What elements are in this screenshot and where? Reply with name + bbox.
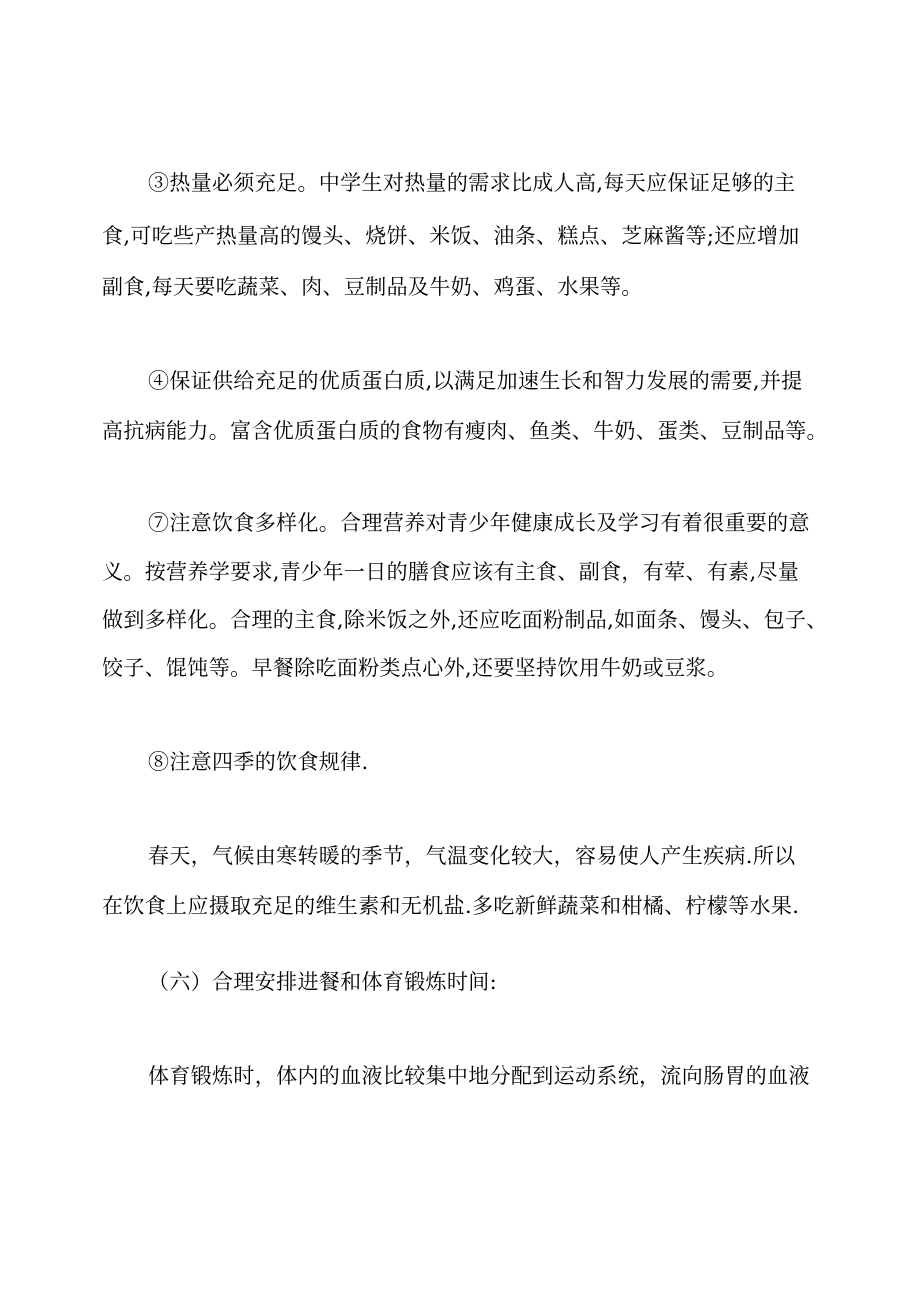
paragraph-4-line-2: 高抗病能力。富含优质蛋白质的食物有瘦肉、鱼类、牛奶、蛋类、豆制品等。 [102,419,828,443]
paragraph-3-line-3: 副食,每天要吃蔬菜、肉、豆制品及牛奶、鸡蛋、水果等。 [102,275,643,299]
paragraph-3-line-1: ③热量必须充足。中学生对热量的需求比成人高,每天应保证足够的主 [148,171,796,195]
paragraph-7-line-2: 义。按营养学要求,青少年一日的膳食应该有主食、副食，有荤、有素,尽量 [102,560,800,584]
paragraph-8-line-1: ⑧注意四季的饮食规律. [148,750,369,774]
paragraph-3-line-2: 食,可吃些产热量高的馒头、烧饼、米饭、油条、糕点、芝麻酱等;还应增加 [102,224,800,248]
paragraph-7-line-3: 做到多样化。合理的主食,除米饭之外,还应吃面粉制品,如面条、馒头、包子、 [102,608,828,632]
section-6-heading: （六）合理安排进餐和体育锻炼时间: [148,970,498,994]
spring-paragraph-line-2: 在饮食上应摄取充足的维生素和无机盐.多吃新鲜蔬菜和柑橘、柠檬等水果. [102,894,800,918]
exercise-paragraph-line-1: 体育锻炼时，体内的血液比较集中地分配到运动系统，流向肠胃的血液 [148,1064,810,1088]
paragraph-7-line-1: ⑦注意饮食多样化。合理营养对青少年健康成长及学习有着很重要的意 [148,511,810,535]
paragraph-7-line-4: 饺子、馄饨等。早餐除吃面粉类点心外,还要坚持饮用牛奶或豆浆。 [102,656,729,680]
paragraph-4-line-1: ④保证供给充足的优质蛋白质,以满足加速生长和智力发展的需要,并提 [148,369,803,393]
spring-paragraph-line-1: 春天，气候由寒转暖的季节，气温变化较大，容易使人产生疾病.所以 [148,844,796,868]
